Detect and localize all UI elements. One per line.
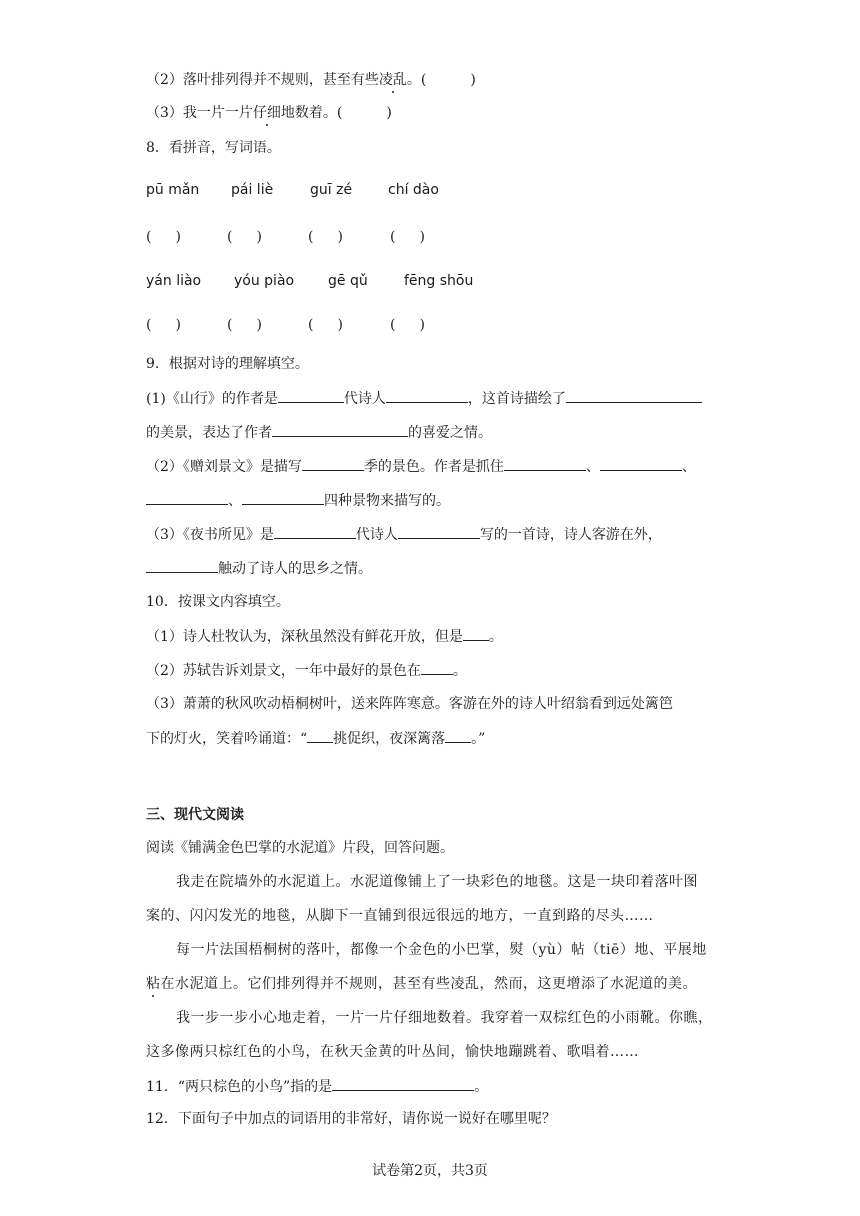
q9-line-4: 、 四种景物来描写的。 [146,490,450,511]
fill-blank[interactable] [278,388,344,403]
pinyin: guī zé [310,182,353,198]
q10-line-3: （3）萧萧的秋风吹动梧桐树叶，送来阵阵寒意。客游在外的诗人叶绍翁看到远处篱笆 [146,696,673,712]
fill-blank[interactable] [242,490,324,505]
pinyin: pū mǎn [146,182,200,198]
passage-line: 我一步一步小心地走着，一片一片仔细地数着。我穿着一双棕红色的小雨靴。你瞧， [176,1010,713,1026]
pinyin: fēng shōu [404,273,474,289]
q7-item-3: （3）我一片一片仔细地数着。( ) [146,105,392,121]
answer-paren[interactable]: ( ) [146,317,181,333]
q7-item-2-text: （2）落叶排列得并不规则，甚至有些 [146,72,379,88]
dotted-word: 粘 [146,976,161,992]
q10-line-2: （2）苏轼告诉刘景文，一年中最好的景色在 。 [146,660,467,681]
q9-line-6: 触动了诗人的思乡之情。 [146,558,372,579]
fill-blank[interactable] [600,456,682,471]
q12: 12．下面句子中加点的词语用的非常好，请你说一说好在哪里呢？ [146,1111,556,1127]
q10-line-1: （1）诗人杜牧认为，深秋虽然没有鲜花开放，但是 。 [146,626,503,647]
page-footer: 试卷第2页，共3页 [372,1163,488,1179]
fill-blank[interactable] [504,456,586,471]
fill-blank[interactable] [146,558,218,573]
passage-line: 案的、闪闪发光的地毯，从脚下一直铺到很远很远的地方，一直到路的尽头…… [146,908,654,924]
section-heading: 三、现代文阅读 [146,807,244,823]
q11: 11．“两只棕色的小鸟”指的是 。 [146,1076,488,1097]
fill-blank[interactable] [386,388,468,403]
q9-line-1: (1)《山行》的作者是 代诗人 ，这首诗描绘了 [146,388,702,409]
fill-blank[interactable] [421,660,453,675]
pinyin: chí dào [388,182,439,198]
fill-blank[interactable] [332,1076,474,1091]
answer-paren[interactable]: ( ) [390,229,425,245]
pinyin: yóu piào [234,273,295,289]
q7-item-2: （2）落叶排列得并不规则，甚至有些凌乱。( ) [146,72,476,88]
fill-blank[interactable] [445,728,471,743]
passage-line: 我走在院墙外的水泥道上。水泥道像铺上了一块彩色的地毯。这是一块印着落叶图 [176,874,698,890]
answer-paren[interactable]: ( ) [227,229,262,245]
fill-blank[interactable] [307,728,333,743]
fill-blank[interactable] [302,456,364,471]
fill-blank[interactable] [398,524,480,539]
q9-line-3: （2）《赠刘景文》是描写 季的景色。作者是抓住 、 、 [146,456,696,477]
pinyin: pái liè [231,182,274,198]
fill-blank[interactable] [274,524,356,539]
pinyin: gē qǔ [328,273,368,289]
q9-line-5: （3）《夜书所见》是 代诗人 写的一首诗，诗人客游在外， [146,524,662,545]
fill-blank[interactable] [146,490,228,505]
answer-paren[interactable]: ( ) [308,229,343,245]
dotted-word: 凌乱 [378,72,407,88]
passage-line: 每一片法国梧桐树的落叶，都像一个金色的小巴掌，熨（yù）帖（tiē）地、平展地 [176,942,707,958]
passage-line: 粘在水泥道上。它们排列得并不规则，甚至有些凌乱，然而，这更增添了水泥道的美。 [146,976,697,992]
fill-blank[interactable] [463,626,489,641]
dotted-word: 仔细 [252,105,281,121]
answer-paren[interactable]: ( ) [308,317,343,333]
fill-blank[interactable] [566,388,702,403]
answer-paren[interactable]: ( ) [227,317,262,333]
reading-intro: 阅读《铺满金色巴掌的水泥道》片段，回答问题。 [146,840,454,856]
q9-line-2: 的美景，表达了作者 的喜爱之情。 [146,422,492,443]
q10-title: 10．按课文内容填空。 [146,594,290,610]
q10-line-4: 下的灯火，笑着吟诵道：“ 挑促织，夜深篱落 。” [146,728,485,749]
q8-title: 8．看拼音，写词语。 [146,140,281,156]
answer-paren[interactable]: ( ) [146,229,181,245]
answer-paren[interactable]: ( ) [390,317,425,333]
fill-blank[interactable] [272,422,408,437]
pinyin: yán liào [146,273,202,289]
q9-title: 9．根据对诗的理解填空。 [146,356,309,372]
passage-line: 这多像两只棕红色的小鸟，在秋天金黄的叶丛间，愉快地蹦跳着、歌唱着…… [146,1044,639,1060]
